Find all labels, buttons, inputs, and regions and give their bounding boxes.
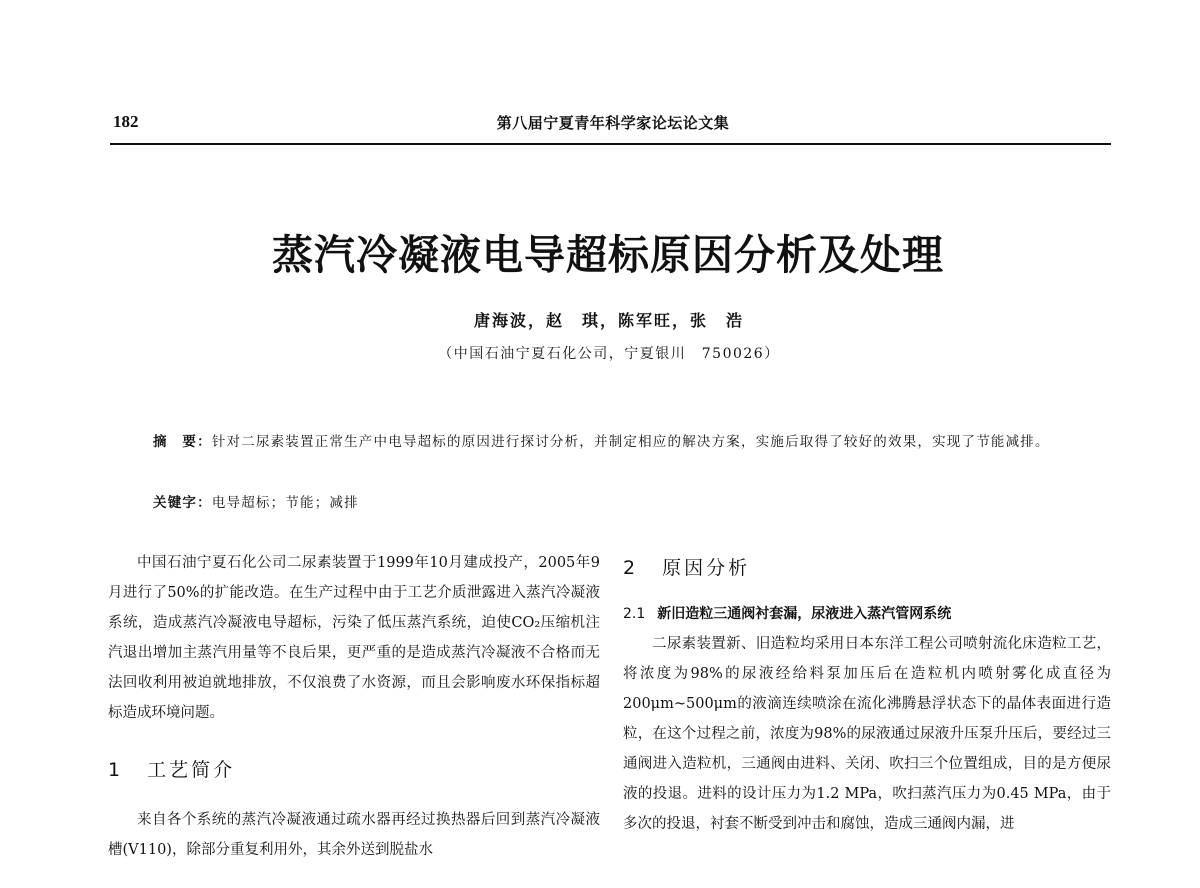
affiliation: （中国石油宁夏石化公司，宁夏银川 750026） — [438, 346, 780, 362]
page-number: 182 — [113, 112, 139, 131]
section-2-heading — [623, 553, 1111, 580]
section-2-paragraph: 二尿素装置新、旧造粒均采用日本东洋工程公司喷射流化床造粒工艺，将浓度为98%的尿液经给料泵加压后在造粒机内喷射雾化成直径为200μm~500μm的液滴连续喷涂在流化沸腾悬浮状态下的晶体表面进行造粒，在这个过程之前，浓度为98%的尿液通过尿液升压泵升压后，要经过三通阀进入造粒机，三通阀由进料、关闭、吹扫三个位置组成，目的是方便尿液的投退。进料的设计压力为1.2 MPa，吹扫蒸汽压力为0.45 MPa，由于多次的投退，衬套不断受到冲击和腐蚀，造成三通阀内漏，进 — [623, 636, 1111, 832]
subsection-2-1-heading — [623, 603, 1111, 623]
section-1-heading — [108, 755, 600, 782]
subsection-2-1-number: 2.1 — [623, 606, 646, 622]
section-1-paragraph: 来自各个系统的蒸汽冷凝液通过疏水器再经过换热器后回到蒸汽冷凝液槽(V110)，除部分重复利用外，其余外送到脱盐水 — [108, 812, 600, 858]
keywords-text: 电导超标；节能；减排 — [211, 495, 359, 511]
authors: 唐海波，赵 琪，陈军旺，张 浩 — [473, 311, 744, 330]
keywords-label: 关键字： — [153, 495, 212, 511]
abstract-label: 摘 要： — [153, 434, 212, 450]
abstract — [153, 428, 1088, 457]
intro-paragraph: 中国石油宁夏石化公司二尿素装置于1999年10月建成投产，2005年9月进行了50%的扩能改造。在生产过程中由于工艺介质泄露进入蒸汽冷凝液系统，造成蒸汽冷凝液电导超标，污染了低压蒸汽系统，迫使CO₂压缩机注汽退出增加主蒸汽用量等不良后果，更严重的是造成蒸汽冷凝液不合格而无法回收利用被迫就地排放，不仅浪费了水资源，而且会影响废水环保指标超标造成环境问题。 — [108, 555, 600, 721]
section-1-number: 1 — [108, 759, 124, 781]
article-title: 蒸汽冷凝液电导超标原因分析及处理 — [272, 231, 944, 279]
header-rule — [110, 143, 1111, 145]
section-2-title: 原因分析 — [662, 557, 751, 579]
section-2-number: 2 — [623, 557, 639, 579]
left-column — [108, 548, 600, 865]
subsection-2-1-title: 新旧造粒三通阀衬套漏，尿液进入蒸汽管网系统 — [657, 606, 952, 622]
running-title: 第八届宁夏青年科学家论坛论文集 — [496, 114, 730, 132]
abstract-text: 针对二尿素装置正常生产中电导超标的原因进行探讨分析，并制定相应的解决方案，实施后取得了较好的效果，实现了节能减排。 — [211, 434, 1050, 450]
keywords — [153, 491, 359, 511]
section-1-title: 工艺简介 — [147, 759, 236, 781]
right-column — [623, 548, 1111, 839]
